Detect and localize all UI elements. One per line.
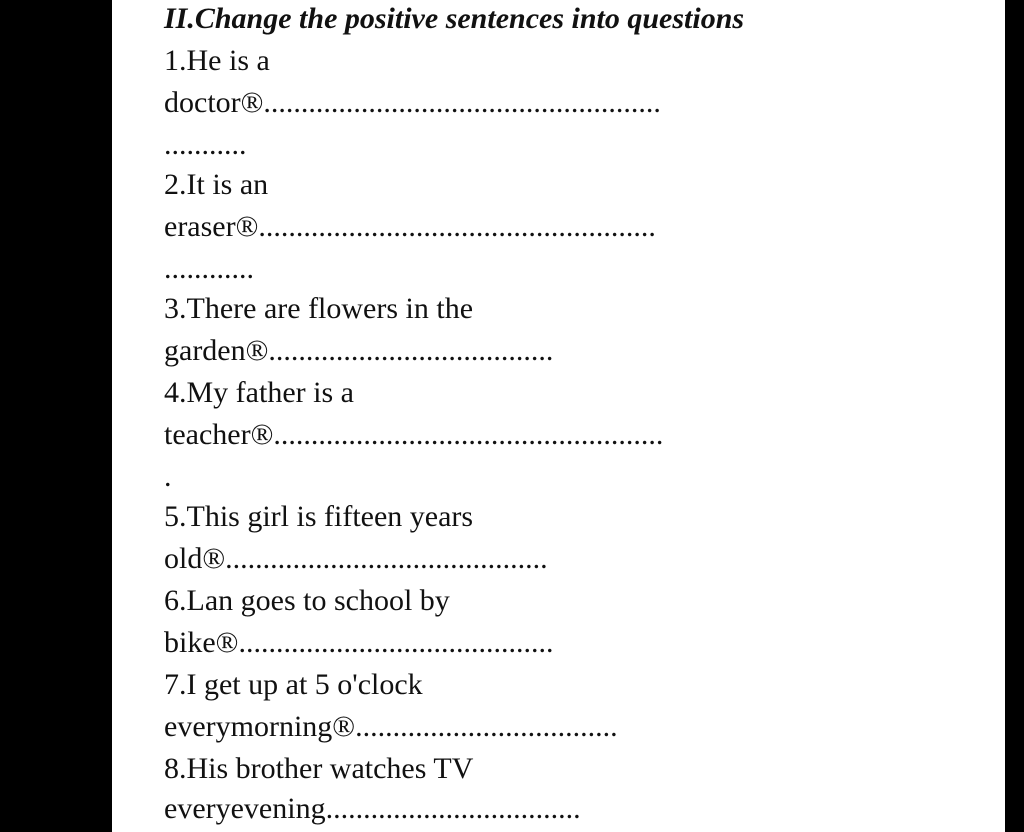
question-8-sentence: 8.His brother watches TV (164, 752, 474, 785)
exercise-title: II.Change the positive sentences into questions (164, 2, 745, 35)
question-4-answer-line: teacher®.................................................... (164, 418, 664, 451)
question-5-answer-line: old®........................................... (164, 542, 548, 575)
question-5-sentence: 5.This girl is fifteen years (164, 500, 474, 533)
worksheet-page (112, 0, 1005, 832)
question-3-sentence: 3.There are flowers in the (164, 292, 474, 325)
question-2-answer-continuation: ............ (164, 252, 254, 285)
question-4-sentence: 4.My father is a (164, 376, 354, 409)
question-7-sentence: 7.I get up at 5 o'clock (164, 668, 423, 701)
question-2-answer-line: eraser®..................................................... (164, 210, 656, 243)
question-6-sentence: 6.Lan goes to school by (164, 584, 450, 617)
question-2-sentence: 2.It is an (164, 168, 269, 201)
question-6-answer-line: bike®.......................................... (164, 626, 554, 659)
question-4-answer-continuation: . (164, 460, 172, 493)
question-1-sentence: 1.He is a (164, 44, 270, 77)
question-1-answer-line: doctor®..................................................... (164, 86, 661, 119)
question-3-answer-line: garden®...................................... (164, 334, 554, 367)
question-7-answer-line: everymorning®................................... (164, 710, 618, 743)
question-8-answer-line: everyevening.................................. (164, 792, 581, 825)
question-1-answer-continuation: ........... (164, 128, 247, 161)
